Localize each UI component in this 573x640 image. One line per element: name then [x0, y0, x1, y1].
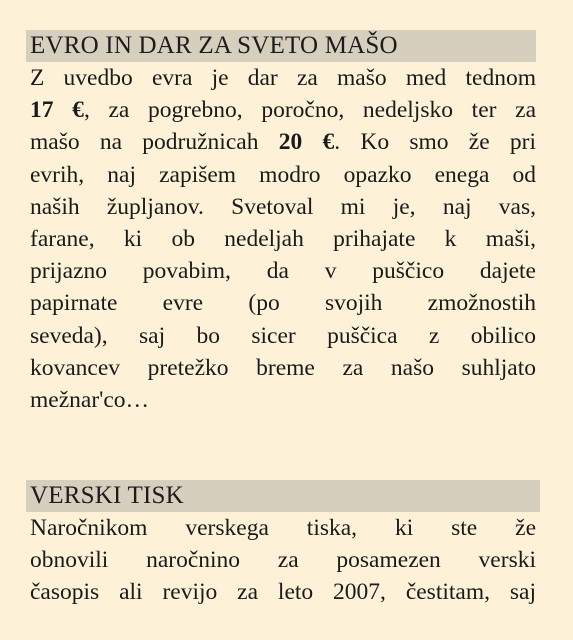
text-line: naših župljanov. Svetoval mi je, naj vas, [30, 193, 536, 220]
section-title: VERSKI TISK [30, 482, 184, 509]
article-body [26, 62, 536, 416]
text-line: farane, ki ob nedeljah prihajate k maši, [30, 226, 536, 253]
article-body [26, 512, 536, 609]
text-line: kovancev pretežko breme za našo suhljato [30, 354, 536, 381]
section-title: EVRO IN DAR ZA SVETO MAŠO [30, 32, 398, 59]
text-line: mašo na podružnicah 20 €. Ko smo že pri [30, 129, 537, 156]
text-line: mežnar'co… [30, 387, 150, 414]
text-line: seveda), saj bo sicer puščica z obilico [30, 322, 536, 349]
text-line: Naročnikom verskega tiska, ki ste že [30, 515, 536, 541]
price-amount: 17 € [30, 97, 84, 124]
text-line: 17 €, za pogrebno, poročno, nedeljsko ter za [30, 97, 536, 124]
section-heading-bar [26, 30, 536, 62]
price-amount: 20 € [278, 129, 335, 156]
text-line: evrih, naj zapišem modro opazko enega od [30, 161, 536, 188]
section-heading-bar [26, 480, 540, 512]
text-line: časopis ali revijo za leto 2007, čestitam, saj [30, 579, 536, 606]
text-line: obnovili naročnino za posamezen verski [30, 547, 536, 574]
article-evro-dar [26, 30, 536, 416]
text-line: Z uvedbo evra je dar za mašo med tednom [30, 65, 536, 91]
text-line: prijazno povabim, da v puščico dajete [30, 258, 536, 285]
text-line: papirnate evre (po svojih zmožnostih [30, 290, 536, 317]
article-verski-tisk [26, 480, 536, 609]
